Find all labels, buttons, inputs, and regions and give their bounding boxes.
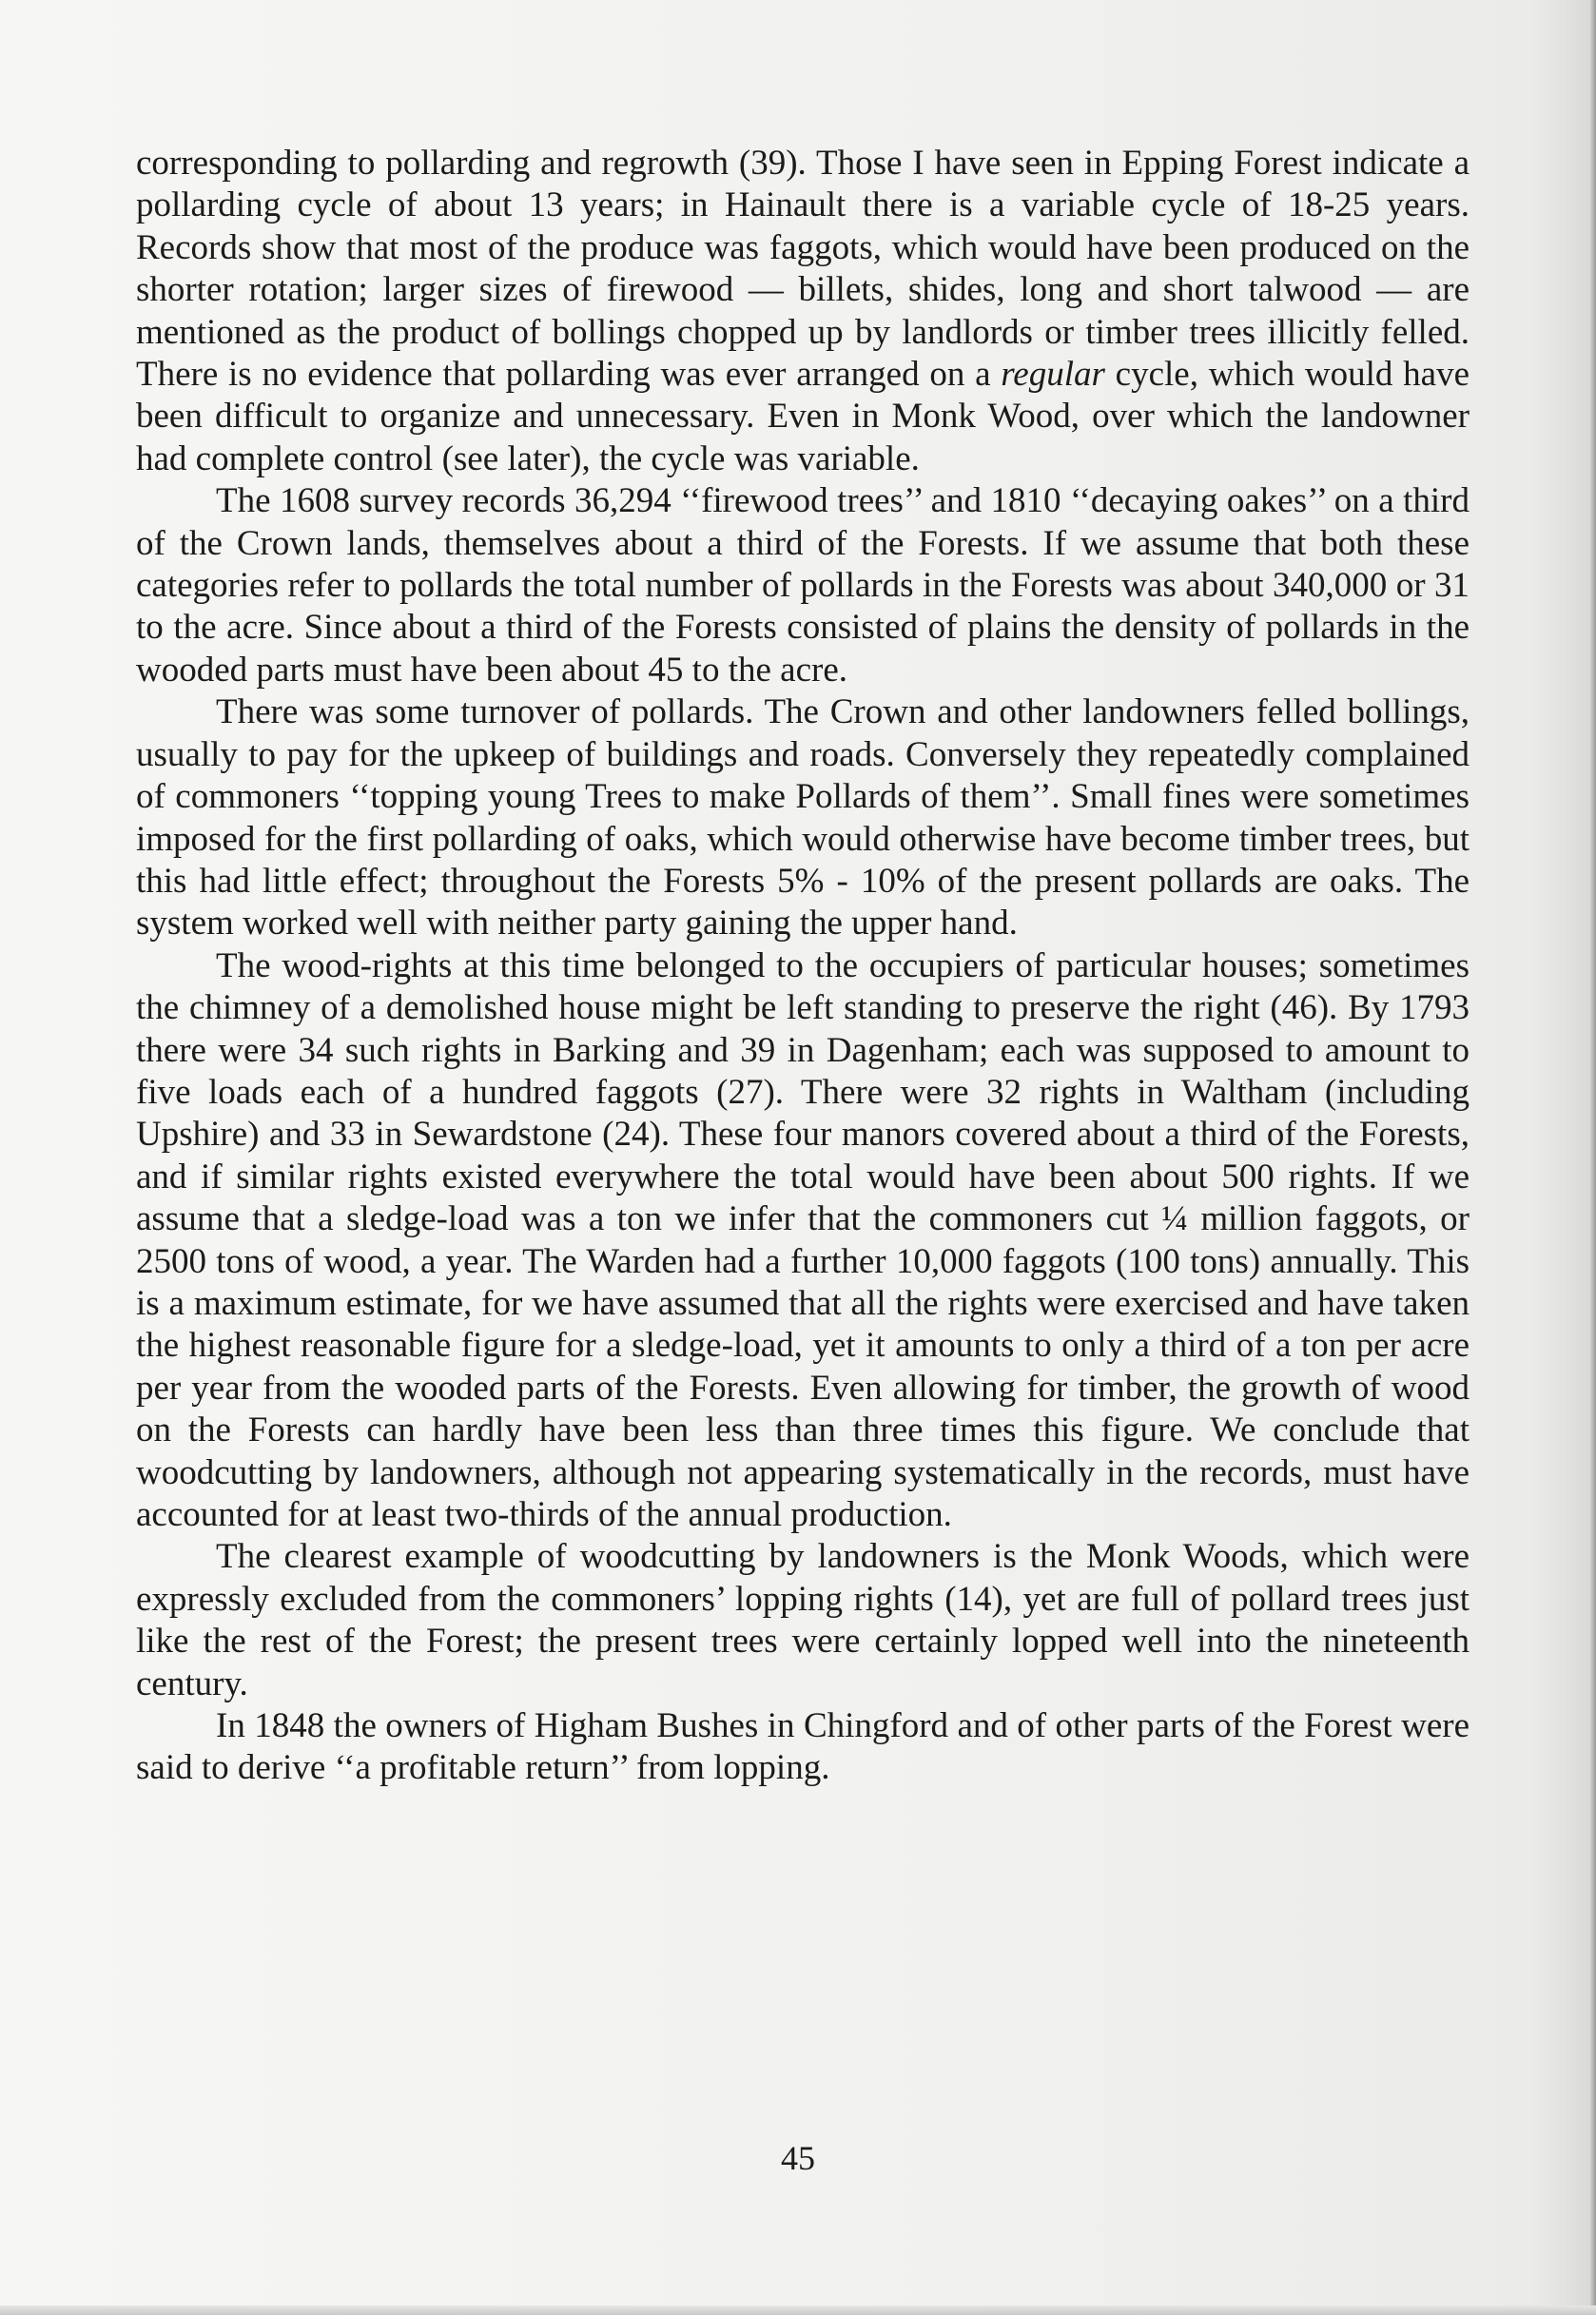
- text-segment: corresponding to pollarding and regrowth (39). Those I have seen in Epping Forest indicate a pollarding cycle of about 13 years; in Hainault there is a variable cycle of 18-25 years. Records show that most of the produce was faggots, which would have been produced on the shorter rotation; larger sizes of firewood — billets, shides, long and short talwood — are mentioned as the product of bollings chopped up by landlords or timber trees illicitly felled. There is no evidence that pollarding was ever arranged on a: [136, 144, 1469, 395]
- text-segment: The wood-rights at this time belonged to the occupiers of particular houses; sometimes the chimney of a demolished house might be left standing to preserve the right (46). By 1793 there were 34 such rights in Barking and 39 in Dagenham; each was supposed to amount to five loads each of a hundred faggots (27). There were 32 rights in Waltham (including Upshire) and 33 in Sewardstone (24). These four manors covered about a third of the Forests, and if similar rights existed everywhere the total would have been about 500 rights. If we assume that a sledge-load was a ton we infer that the commoners cut ¼ million faggots, or 2500 tons of wood, a year. The Warden had a further 10,000 faggots (100 tons) annually. This is a maximum estimate, for we have assumed that all the rights were exercised and have taken the highest reasonable figure for a sledge-load, yet it amounts to only a third of a ton per acre per year from the wooded parts of the Forests. Even allowing for timber, the growth of wood on the Forests can hardly have been less than three times this figure. We conclude that woodcutting by landowners, although not appearing systematically in the records, must have accounted for at least two-thirds of the annual production.: [136, 945, 1469, 1534]
- text-segment: In 1848 the owners of Higham Bushes in Chingford and of other parts of the Forest were said to derive ‘‘a profitable return’’ from lopping.: [136, 1706, 1469, 1788]
- body-text: [136, 143, 1469, 1790]
- page-edge-shadow: [1590, 0, 1596, 2315]
- text-segment: The 1608 survey records 36,294 ‘‘firewood trees’’ and 1810 ‘‘decaying oakes’’ on a third of the Crown lands, themselves about a third of the Forests. If we assume that both these categories refer to pollards the total number of pollards in the Forests was about 340,000 or 31 to the acre. Since about a third of the Forests consisted of plains the density of pollards in the wooded parts must have been about 45 to the acre.: [136, 481, 1469, 690]
- paragraph-4: [136, 945, 1469, 1537]
- paragraph-1: [136, 143, 1469, 480]
- text-segment: The clearest example of woodcutting by landowners is the Monk Woods, which were expressly excluded from the commoners’ lopping rights (14), yet are full of pollard trees just like the rest of the Forest; the present trees were certainly lopped well into the nineteenth century.: [136, 1537, 1469, 1703]
- paragraph-5: [136, 1536, 1469, 1705]
- italic-text: regular: [1001, 355, 1105, 395]
- text-segment: There was some turnover of pollards. The Crown and other landowners felled bollings, usually to pay for the upkeep of buildings and roads. Conversely they repeatedly complained of commoners ‘‘topping young Trees to make Pollards of them’’. Small fines were sometimes imposed for the first pollarding of oaks, which would otherwise have become timber trees, but this had little effect; throughout the Forests 5% - 10% of the present pollards are oaks. The system worked well with neither party gaining the upper hand.: [136, 692, 1469, 944]
- paragraph-6: [136, 1705, 1469, 1790]
- page-bottom-shadow: [0, 2305, 1596, 2315]
- page-number: 45: [781, 2139, 815, 2177]
- paragraph-2: [136, 480, 1469, 691]
- text-segment: cycle, which would have been difficult to organize and unnecessary. Even in Monk Wood, over which the landowner had complete control (see later), the cycle was variable.: [136, 355, 1469, 478]
- paragraph-3: [136, 691, 1469, 944]
